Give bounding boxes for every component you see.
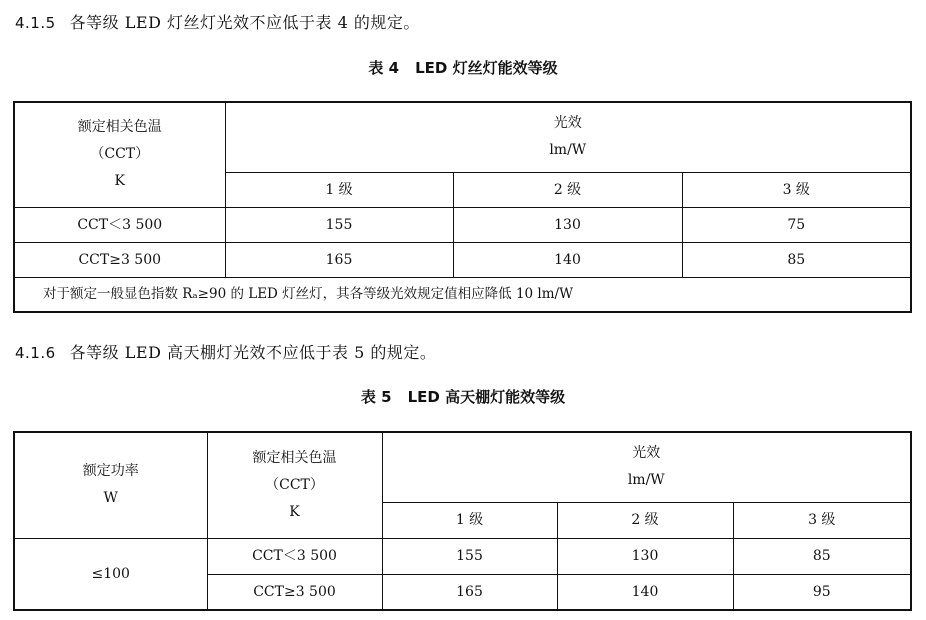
efficacy-header-unit: lm/W bbox=[627, 472, 665, 489]
table-row bbox=[14, 538, 911, 574]
table-row bbox=[14, 207, 911, 242]
table5-caption-title: LED 高天棚灯能效等级 bbox=[407, 388, 566, 406]
table5-grade-2-header: 2 级 bbox=[557, 502, 733, 538]
table5-grade-1-header: 1 级 bbox=[382, 502, 557, 538]
cct-header-line1: 额定相关色温 bbox=[252, 449, 337, 466]
clause-4-1-5 bbox=[15, 10, 420, 33]
table5-power-group: ≤100 bbox=[14, 538, 207, 610]
cct-header-line1: 额定相关色温 bbox=[77, 119, 162, 136]
table4-cct-header bbox=[14, 102, 225, 207]
table5-row2-grade3: 95 bbox=[733, 574, 911, 610]
table4-caption-number: 表 4 bbox=[368, 59, 400, 77]
table5-grade-3-header: 3 级 bbox=[733, 502, 911, 538]
table4-row2-cct: CCT≥3 500 bbox=[14, 242, 225, 277]
cct-header-line2: （CCT） bbox=[90, 146, 150, 163]
table4-row2-grade1: 165 bbox=[225, 242, 453, 277]
table5-efficacy-header bbox=[382, 432, 911, 502]
table5-row1-grade3: 85 bbox=[733, 538, 911, 574]
table4-grade-2-header: 2 级 bbox=[453, 172, 682, 207]
table4-efficacy-header bbox=[225, 102, 911, 172]
power-header-unit: W bbox=[103, 490, 118, 507]
table4-row1-cct: CCT＜3 500 bbox=[14, 207, 225, 242]
clause-4-1-6 bbox=[15, 340, 436, 363]
table4-caption bbox=[0, 57, 926, 78]
clause-text: 各等级 LED 高天棚灯光效不应低于表 5 的规定。 bbox=[69, 343, 437, 362]
table4-row2-grade3: 85 bbox=[682, 242, 911, 277]
table5-row1-grade2: 130 bbox=[557, 538, 733, 574]
table4-grade-1-header: 1 级 bbox=[225, 172, 453, 207]
efficacy-header-line1: 光效 bbox=[553, 115, 582, 132]
table5-row2-grade1: 165 bbox=[382, 574, 557, 610]
table5-row1-grade1: 155 bbox=[382, 538, 557, 574]
table4-row2-grade2: 140 bbox=[453, 242, 682, 277]
efficacy-header-unit: lm/W bbox=[549, 142, 587, 159]
table4-row1-grade1: 155 bbox=[225, 207, 453, 242]
table5-caption-number: 表 5 bbox=[360, 388, 392, 406]
table5-cct-header bbox=[207, 432, 382, 538]
clause-number: 4.1.6 bbox=[15, 344, 56, 362]
table5-row2-cct: CCT≥3 500 bbox=[207, 574, 382, 610]
efficacy-header-line1: 光效 bbox=[632, 445, 661, 462]
table5-row1-cct: CCT＜3 500 bbox=[207, 538, 382, 574]
table4-caption-title: LED 灯丝灯能效等级 bbox=[415, 59, 558, 77]
table5-power-header bbox=[14, 432, 207, 538]
table4-row1-grade2: 130 bbox=[453, 207, 682, 242]
table4 bbox=[13, 101, 912, 313]
clause-number: 4.1.5 bbox=[15, 14, 56, 32]
table5-row2-grade2: 140 bbox=[557, 574, 733, 610]
cct-header-line2: （CCT） bbox=[265, 476, 324, 493]
table5 bbox=[13, 431, 912, 611]
table4-grade-3-header: 3 级 bbox=[682, 172, 911, 207]
power-header-line1: 额定功率 bbox=[82, 463, 139, 480]
clause-text: 各等级 LED 灯丝灯光效不应低于表 4 的规定。 bbox=[69, 13, 420, 32]
table-row bbox=[14, 242, 911, 277]
table5-caption bbox=[0, 386, 926, 407]
cct-header-unit: K bbox=[289, 503, 300, 520]
table4-row1-grade3: 75 bbox=[682, 207, 911, 242]
table4-note: 对于额定一般显色指数 Rₐ≥90 的 LED 灯丝灯，其各等级光效规定值相应降低 10 lm/W bbox=[14, 277, 911, 312]
cct-header-unit: K bbox=[114, 173, 125, 190]
